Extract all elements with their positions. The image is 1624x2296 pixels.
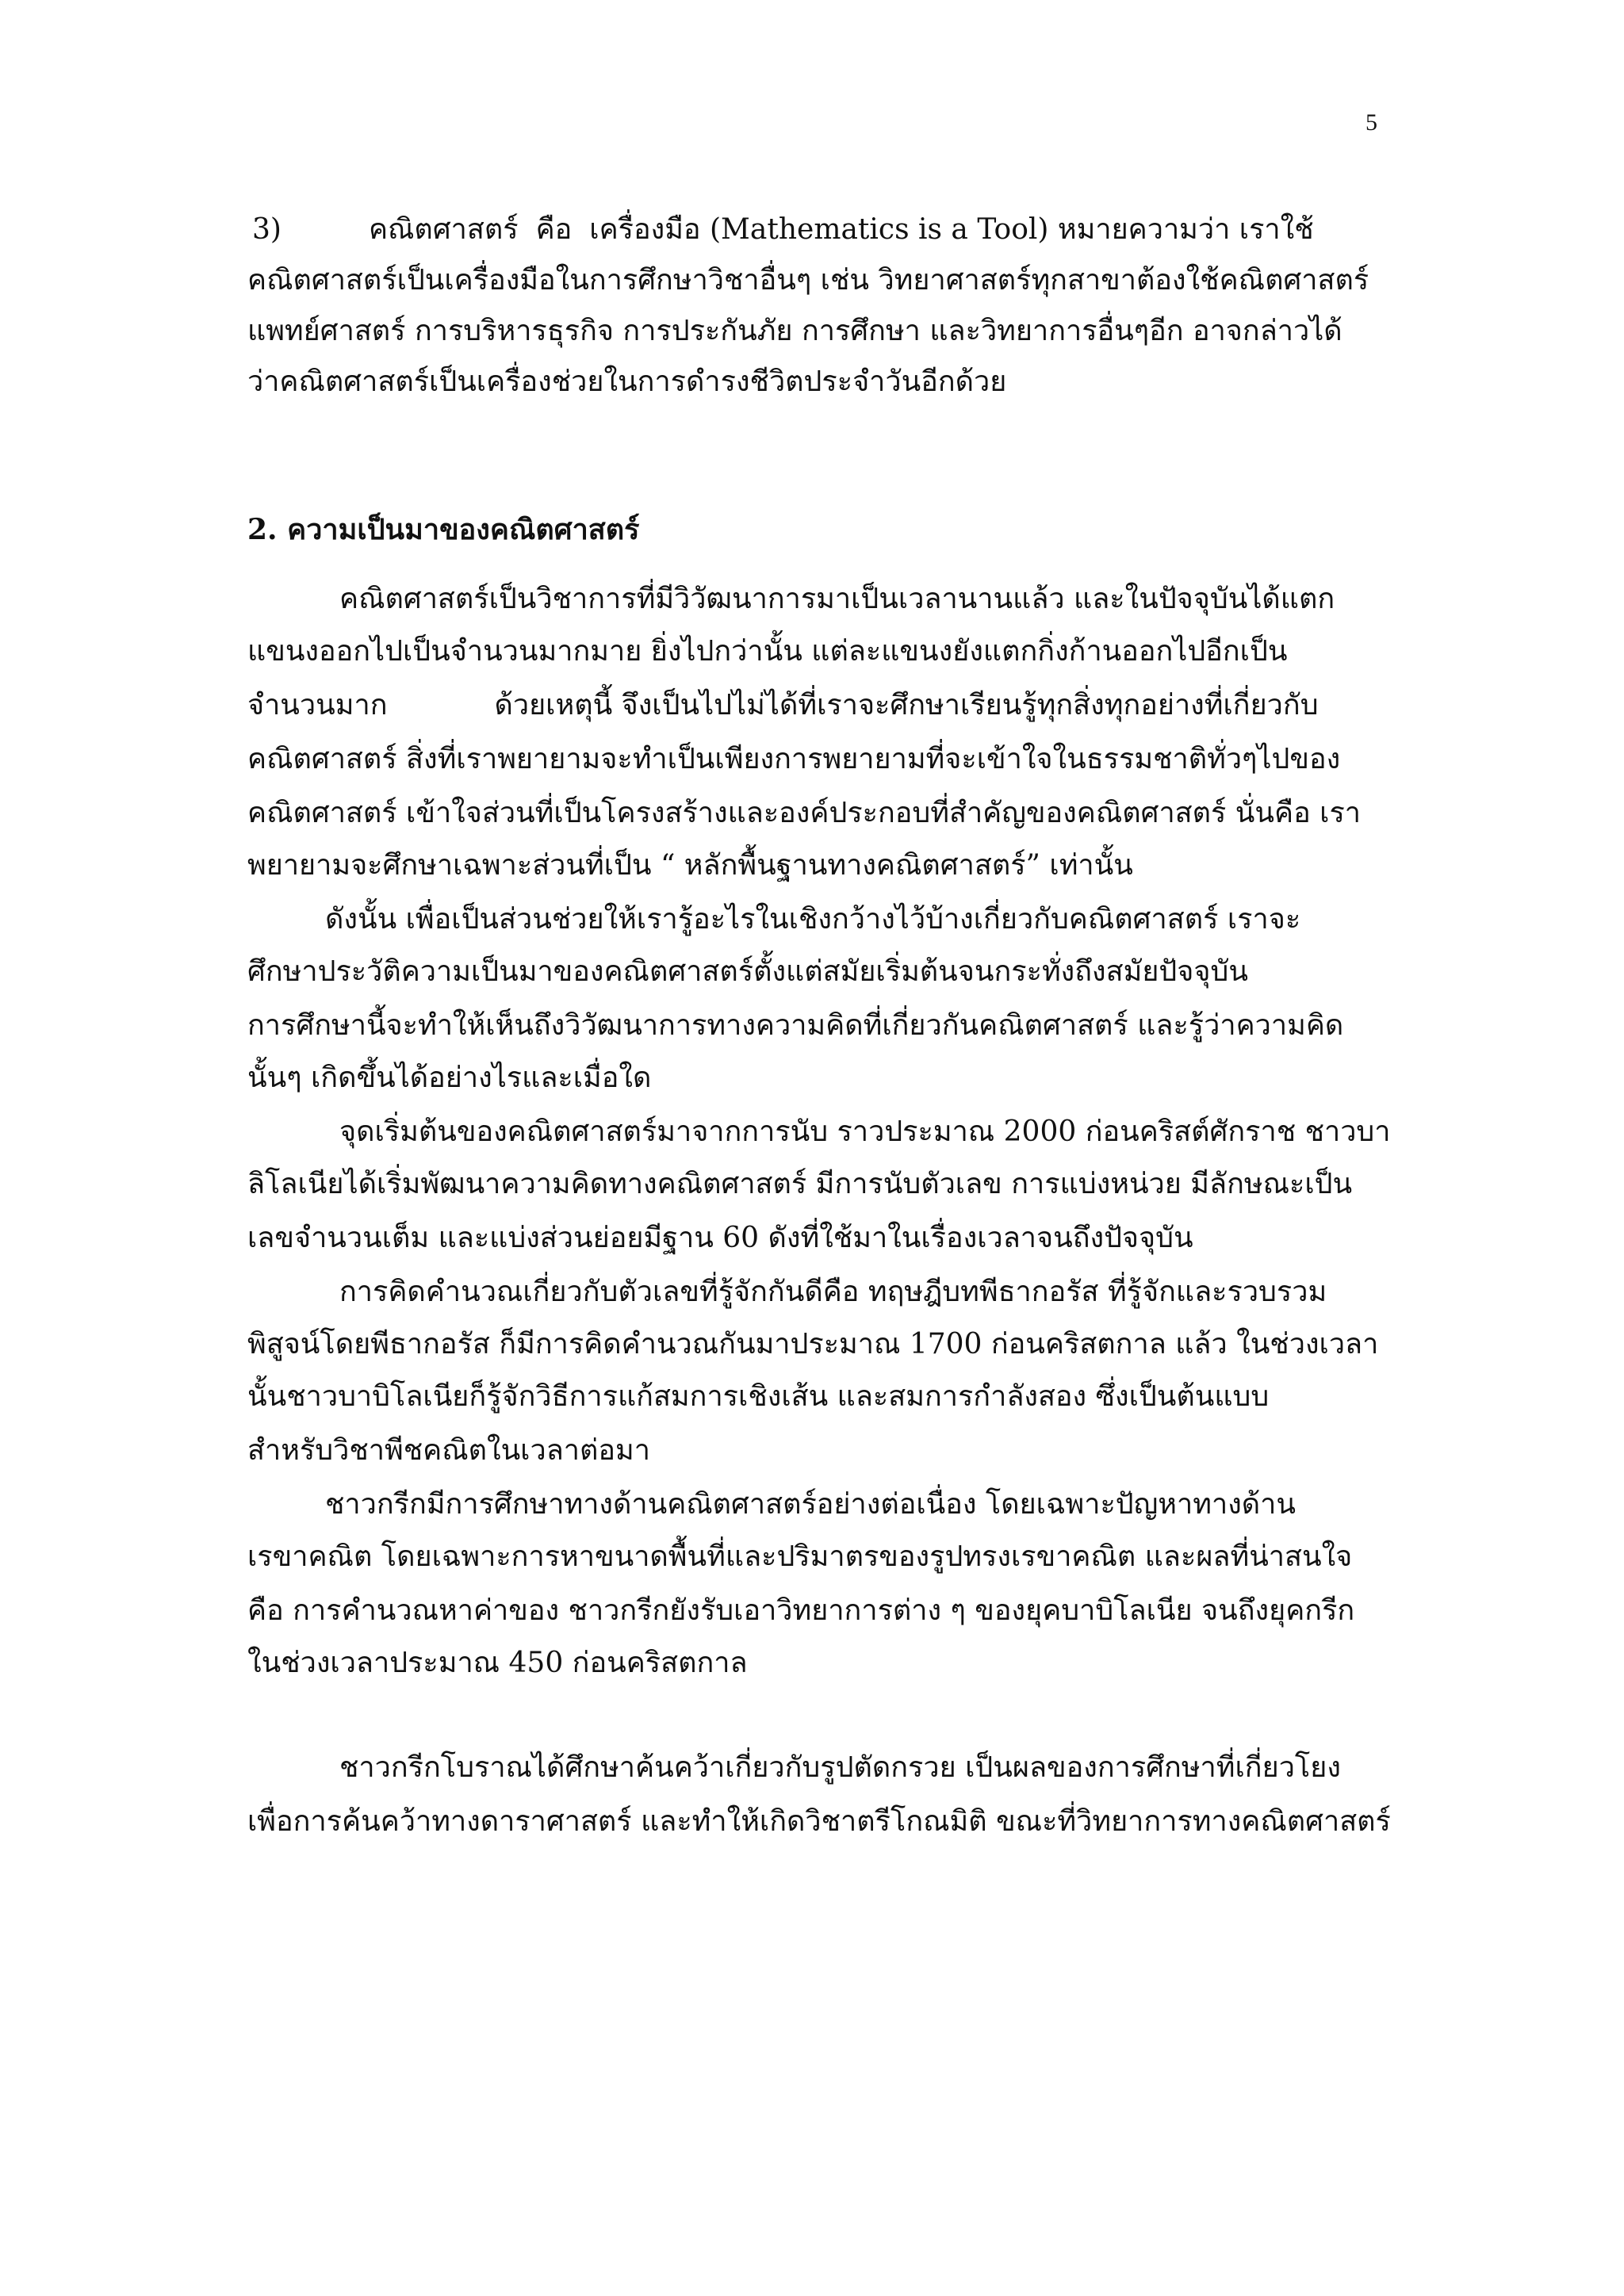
para2-line-4: นั้นๆ เกิดขึ้นได้อย่างไรและเมื่อใด [247,1062,652,1094]
para5-line-4: ในช่วงเวลาประมาณ 450 ก่อนคริสตกาล [247,1647,748,1679]
item-3-first-line [252,213,1314,246]
para2-line-2: ศึกษาประวัติความเป็นมาของคณิตศาสตร์ตั้งแต่สมัยเริ่มต้นจนกระทั่งถึงสมัยปัจจุบัน [247,955,1248,988]
item-is-word: คือ [535,213,573,246]
para4-line-2: พิสูจน์โดยพีธากอรัส ก็มีการคิดคำนวณกันมาประมาณ 1700 ก่อนคริสตกาล แล้ว ในช่วงเวลา [247,1328,1379,1360]
para1-line-2: แขนงออกไปเป็นจำนวนมากมาย ยิ่งไปกว่านั้น แต่ละแขนงยังแตกกิ่งก้านออกไปอีกเป็น [247,635,1288,668]
page-number: 5 [1365,109,1377,136]
para4-line-3: นั้นชาวบาบิโลเนียก็รู้จักวิธีการแก้สมการเชิงเส้น และสมการกำลังสอง ซึ่งเป็นต้นแบบ [247,1380,1270,1413]
para5-line-3: คือ การคำนวณหาค่าของ ชาวกรีกยังรับเอาวิทยาการต่าง ๆ ของยุคบาบิโลเนีย จนถึงยุคกรีก [247,1594,1355,1627]
para1-line-3 [247,691,1319,720]
para4-line-4: สำหรับวิชาพีชคณิตในเวลาต่อมา [247,1434,650,1467]
para2-line-1: ดังนั้น เพื่อเป็นส่วนช่วยให้เรารู้อะไรในเชิงกว้างไว้บ้างเกี่ยวกับคณิตศาสตร์ เราจะ [325,903,1301,936]
item-3-line-4: ว่าคณิตศาสตร์เป็นเครื่องช่วยในการดำรงชีวิตประจำวันอีกด้วย [247,365,1007,398]
item-marker: 3) [252,213,282,246]
para1-line-6: พยายามจะศึกษาเฉพาะส่วนที่เป็น “ หลักพื้นฐานทางคณิตศาสตร์” เท่านั้น [247,849,1133,882]
para3-line-1: จุดเริ่มต้นของคณิตศาสตร์มาจากการนับ ราวประมาณ 2000 ก่อนคริสต์ศักราช ชาวบา [339,1115,1391,1148]
para6-line-1: ชาวกรีกโบราณได้ศึกษาค้นคว้าเกี่ยวกับรูปตัดกรวย เป็นผลของการศึกษาที่เกี่ยวโยง [339,1751,1341,1784]
para5-line-1: ชาวกรีกมีการศึกษาทางด้านคณิตศาสตร์อย่างต่อเนื่อง โดยเฉพาะปัญหาทางด้าน [325,1488,1296,1521]
para1-line-3b: ด้วยเหตุนี้ จึงเป็นไปไม่ได้ที่เราจะศึกษาเรียนรู้ทุกสิ่งทุกอย่างที่เกี่ยวกับ [494,689,1319,721]
para1-line-4: คณิตศาสตร์ สิ่งที่เราพยายามจะทำเป็นเพียงการพยายามที่จะเข้าใจในธรรมชาติทั่วๆไปของ [247,743,1341,775]
para1-line-5: คณิตศาสตร์ เข้าใจส่วนที่เป็นโครงสร้างและองค์ประกอบที่สำคัญของคณิตศาสตร์ นั่นคือ เรา [247,797,1362,829]
para3-line-3: เลขจำนวนเต็ม และแบ่งส่วนย่อยมีฐาน 60 ดังที่ใช้มาในเรื่องเวลาจนถึงปัจจุบัน [247,1222,1193,1254]
para5-line-2: เรขาคณิต โดยเฉพาะการหาขนาดพื้นที่และปริมาตรของรูปทรงเรขาคณิต และผลที่น่าสนใจ [247,1540,1353,1573]
para1-line-1: คณิตศาสตร์เป็นวิชาการที่มีวิวัฒนาการมาเป็นเวลานานแล้ว และในปัจจุบันได้แตก [339,583,1335,615]
para6-line-2: เพื่อการค้นคว้าทางดาราศาสตร์ และทำให้เกิดวิชาตรีโกณมิติ ขณะที่วิทยาการทางคณิตศาสตร์ [247,1805,1391,1838]
item-line1-rest: เครื่องมือ (Mathematics is a Tool) หมายความว่า เราใช้ [589,213,1314,246]
para3-line-2: ลิโลเนียได้เริ่มพัฒนาความคิดทางคณิตศาสตร์ มีการนับตัวเลข การแบ่งหน่วย มีลักษณะเป็น [247,1168,1353,1200]
item-3-line-2: คณิตศาสตร์เป็นเครื่องมือในการศึกษาวิชาอื่นๆ เช่น วิทยาศาสตร์ทุกสาขาต้องใช้คณิตศาสตร์ [247,264,1369,297]
para2-line-3: การศึกษานี้จะทำให้เห็นถึงวิวัฒนาการทางความคิดที่เกี่ยวกันคณิตศาสตร์ และรู้ว่าความคิด [247,1009,1344,1042]
section-heading: 2. ความเป็นมาของคณิตศาสตร์ [247,513,640,546]
para4-line-1: การคิดคำนวณเกี่ยวกับตัวเลขที่รู้จักกันดีคือ ทฤษฎีบทพีธากอรัส ที่รู้จักและรวบรวม [339,1276,1327,1308]
para1-line-3a: จำนวนมาก [247,689,388,721]
item-3-line-3: แพทย์ศาสตร์ การบริหารธุรกิจ การประกันภัย การศึกษา และวิทยาการอื่นๆอีก อาจกล่าวได้ [247,315,1342,347]
item-term: คณิตศาสตร์ [368,213,519,246]
